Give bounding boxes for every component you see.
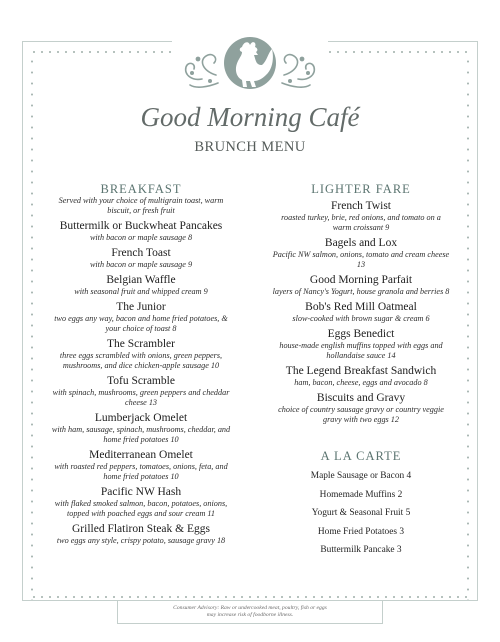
- section-heading-lighter-fare: LIGHTER FARE: [311, 182, 411, 196]
- menu-item: [50, 449, 232, 482]
- item-description: with bacon or maple sausage 8: [89, 233, 193, 242]
- item-description: two eggs any style, crispy potato, sausage gravy 18: [56, 536, 226, 545]
- menu-item: [50, 375, 232, 408]
- menu-item: [50, 486, 232, 519]
- menu-item: [50, 412, 232, 445]
- menu-item: [50, 301, 232, 334]
- item-description: with bacon or maple sausage 9: [89, 260, 193, 269]
- menu-item: [272, 237, 450, 270]
- menu-item: [272, 365, 450, 388]
- item-name: Bob's Red Mill Oatmeal: [305, 301, 417, 313]
- menu-item: [50, 247, 232, 270]
- menu-item: [50, 220, 232, 243]
- page-subtitle: BRUNCH MENU: [194, 139, 306, 155]
- menu-item: [272, 392, 450, 425]
- item-name: The Scrambler: [106, 338, 175, 350]
- page-title: Good Morning Café: [140, 102, 360, 132]
- item-name: French Toast: [111, 247, 171, 259]
- menu-item: [272, 274, 450, 297]
- menu-item: [272, 328, 450, 361]
- advisory-line-2: may increase risk of foodborne illness.: [206, 612, 294, 618]
- item-description: three eggs scrambled with onions, green peppers, mushrooms, and dice chicken-apple sausage 10: [59, 351, 223, 370]
- advisory-line-1: Consumer Advisory: Raw or undercooked meat, poultry, fish or eggs: [173, 605, 327, 611]
- item-name: Mediterranean Omelet: [89, 449, 193, 461]
- rooster-icon: [172, 31, 328, 97]
- a-la-carte-item: Maple Sausage or Bacon 4: [310, 471, 412, 481]
- item-description: house-made english muffins topped with eggs and hollandaise sauce 14: [279, 341, 443, 360]
- menu-item: [272, 301, 450, 324]
- dotted-border-bottom: [30, 596, 470, 598]
- item-name: The Junior: [116, 301, 166, 313]
- item-description: with spinach, mushrooms, green peppers and cheddar cheese 13: [52, 388, 230, 407]
- item-name: Buttermilk or Buckwheat Pancakes: [59, 220, 223, 232]
- item-name: Tofu Scramble: [107, 375, 175, 387]
- dotted-border-left: [31, 56, 33, 600]
- lighter-fare-section: [272, 182, 450, 563]
- a-la-carte-item: Home Fried Potatoes 3: [317, 526, 405, 537]
- item-name: Lumberjack Omelet: [94, 412, 188, 424]
- item-name: Bagels and Lox: [324, 237, 398, 249]
- item-name: Good Morning Parfait: [309, 274, 413, 286]
- item-description: choice of country sausage gravy or country veggie gravy with two eggs 12: [278, 405, 444, 424]
- item-description: with ham, sausage, spinach, mushrooms, cheddar, and home fried potatoes 10: [51, 425, 231, 444]
- crest-logo: [172, 31, 328, 97]
- a-la-carte-item: Yogurt & Seasonal Fruit 5: [311, 508, 411, 519]
- menu-item: [50, 274, 232, 297]
- item-description: ham, bacon, cheese, eggs and avocado 8: [294, 378, 428, 387]
- dotted-border-right: [467, 56, 469, 600]
- item-name: Pacific NW Hash: [100, 486, 182, 498]
- item-name: Eggs Benedict: [327, 328, 395, 340]
- item-name: Biscuits and Gravy: [316, 392, 406, 404]
- menu-item: [50, 523, 232, 546]
- item-name: The Legend Breakfast Sandwich: [285, 365, 437, 377]
- item-name: Grilled Flatiron Steak & Eggs: [72, 523, 210, 535]
- item-description: slow-cooked with brown sugar & cream 6: [292, 314, 430, 323]
- menu-item: [50, 338, 232, 371]
- item-description: Pacific NW salmon, onions, tomato and cream cheese 13: [272, 250, 450, 269]
- a-la-carte-item: Buttermilk Pancake 3: [320, 545, 402, 556]
- section-heading-a-la-carte: A LA CARTE: [320, 449, 402, 463]
- item-name: French Twist: [331, 200, 391, 212]
- item-description: roasted turkey, brie, red onions, and tomato on a warm croissant 9: [281, 213, 441, 232]
- item-description: layers of Nancy's Yogurt, house granola and berries 8: [272, 287, 450, 296]
- item-description: two eggs any way, bacon and home fried potatoes, & your choice of toast 8: [54, 314, 228, 333]
- menu-item: [272, 200, 450, 233]
- item-name: Belgian Waffle: [106, 274, 176, 286]
- breakfast-section: [50, 182, 232, 546]
- consumer-advisory: [117, 600, 383, 624]
- item-description: with seasonal fruit and whipped cream 9: [74, 287, 208, 296]
- breakfast-intro: Served with your choice of multigrain toast, warm biscuit, or fresh fruit: [58, 196, 224, 215]
- section-heading-breakfast: BREAKFAST: [100, 182, 182, 196]
- item-description: with roasted red peppers, tomatoes, onions, feta, and home fried potatoes 10: [54, 462, 228, 481]
- item-description: with flaked smoked salmon, bacon, potatoes, onions, topped with poached eggs and sour cream 11: [54, 499, 228, 518]
- a-la-carte-item: Homemade Muffins 2: [319, 489, 403, 500]
